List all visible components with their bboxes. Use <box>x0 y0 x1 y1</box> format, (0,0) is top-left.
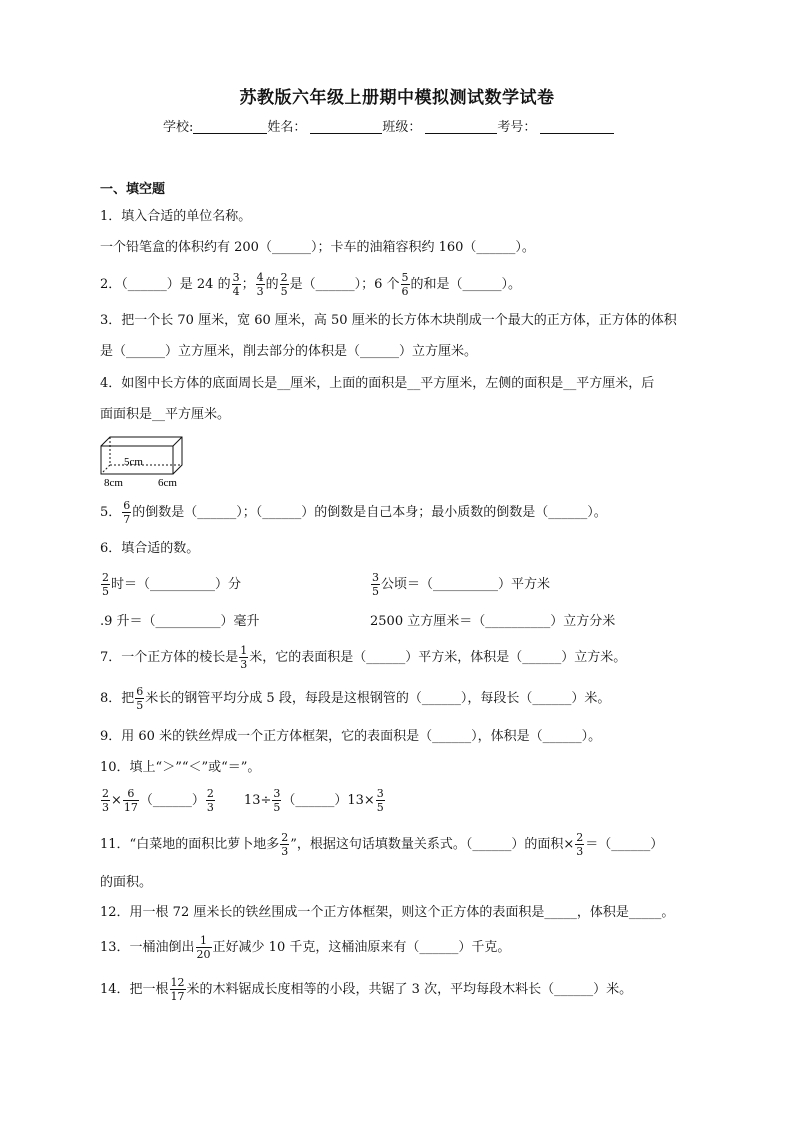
exam-no-label: 考号： <box>497 120 537 135</box>
fraction <box>196 935 212 960</box>
numerator: 6 <box>127 787 135 800</box>
q6-item-a1 <box>100 572 241 597</box>
name-blank[interactable] <box>310 121 382 134</box>
q7-part: 米，它的表面积是（______）平方米，体积是（______）立方米。 <box>249 650 627 665</box>
denominator: 20 <box>196 948 211 961</box>
q2-part: 的 <box>265 277 279 292</box>
class-label: 班级： <box>382 120 422 135</box>
numerator: 2 <box>280 271 288 284</box>
q11 <box>100 832 663 857</box>
width-label: 6cm <box>158 477 177 488</box>
fraction <box>232 272 241 297</box>
fraction <box>122 500 131 525</box>
school-blank[interactable] <box>193 121 267 134</box>
fraction <box>371 572 380 597</box>
q2-part: ； <box>241 277 255 292</box>
numerator: 2 <box>206 787 214 800</box>
q6-item-b1: .9 升＝（__________）毫升 <box>100 614 260 629</box>
denominator: 5 <box>280 285 288 298</box>
class-blank[interactable] <box>425 121 497 134</box>
q2-part: 是（______）；6 个 <box>289 277 400 292</box>
denominator: 3 <box>206 801 214 814</box>
fraction <box>239 645 248 670</box>
q6-text: 6．填合适的数。 <box>100 541 200 556</box>
q10-text: 10．填上“＞”“＜”或“＝”。 <box>100 760 261 775</box>
numerator: 3 <box>376 787 384 800</box>
q1-text: 1．填入合适的单位名称。 <box>100 209 252 224</box>
q2-part: 的和是（______）。 <box>410 277 522 292</box>
q7 <box>100 645 626 670</box>
exam-header <box>163 121 614 134</box>
denominator: 17 <box>170 990 185 1003</box>
q8 <box>100 686 610 711</box>
numerator: 2 <box>102 571 109 584</box>
numerator: 2 <box>576 831 584 844</box>
denominator: 4 <box>232 285 240 298</box>
numerator: 2 <box>281 831 289 844</box>
fraction <box>123 788 139 813</box>
denominator: 6 <box>401 285 409 298</box>
denominator: 3 <box>281 845 289 858</box>
numerator: 3 <box>372 571 379 584</box>
denominator: 5 <box>372 585 379 598</box>
q6-part: 时＝（__________）分 <box>111 577 242 592</box>
q11-line2: 的面积。 <box>100 875 153 890</box>
q5-part: 5． <box>100 505 122 520</box>
q8-part: 8．把 <box>100 691 135 706</box>
numerator: 12 <box>170 976 185 989</box>
q1-line: 一个铅笔盒的体积约有 200（______）；卡车的油箱容积约 160（______）。 <box>100 240 535 255</box>
q4-line1: 4．如图中长方体的底面周长是__厘米，上面的面积是__平方厘米，左侧的面积是__平方厘米，后 <box>100 376 655 391</box>
numerator: 1 <box>200 934 208 947</box>
numerator: 3 <box>273 787 281 800</box>
fraction <box>280 832 289 857</box>
q12-text: 12．用一根 72 厘米长的铁丝围成一个正方体框架，则这个正方体的表面积是_____，体积是_____。 <box>100 905 675 920</box>
q6-part: 公顷＝（__________）平方米 <box>381 577 551 592</box>
cuboid-figure <box>96 434 206 488</box>
q3-line1: 3．把一个长 70 厘米，宽 60 厘米，高 50 厘米的长方体木块削成一个最大的正方体，正方体的体积 <box>100 313 677 328</box>
q11-part: ”，根据这句话填数量关系式。（______）的面积× <box>290 837 575 852</box>
fraction <box>376 788 385 813</box>
numerator: 6 <box>136 685 144 698</box>
numerator: 2 <box>102 787 109 800</box>
fraction <box>575 832 584 857</box>
denominator: 5 <box>102 585 109 598</box>
q6-item-a2 <box>370 572 550 597</box>
q13-part: 13．一桶油倒出 <box>100 940 195 955</box>
denominator: 5 <box>376 801 384 814</box>
q11-part: ＝（______） <box>585 837 664 852</box>
q10-exprs <box>100 788 386 813</box>
q13-part: 正好减少 10 千克，这桶油原来有（______）千克。 <box>212 940 511 955</box>
fraction <box>280 272 289 297</box>
q4-line2: 面面积是__平方厘米。 <box>100 407 231 422</box>
numerator: 6 <box>123 499 131 512</box>
denominator: 7 <box>123 513 131 526</box>
section-heading: 一、填空题 <box>100 182 166 197</box>
compare-blank[interactable]: （______）13× <box>282 793 375 808</box>
exam-no-blank[interactable] <box>540 121 614 134</box>
height-label: 5cm <box>124 456 143 468</box>
length-label: 8cm <box>104 477 123 488</box>
q5-part: 的倒数是（______）；（______）的倒数是自己本身；最小质数的倒数是（______）。 <box>132 505 607 520</box>
fraction <box>101 788 110 813</box>
q2 <box>100 272 521 297</box>
numerator: 1 <box>240 644 248 657</box>
q14-part: 米的木料锯成长度相等的小段，共锯了 3 次，平均每段木料长（______）米。 <box>186 982 633 997</box>
fraction <box>101 572 110 597</box>
denominator: 3 <box>240 658 248 671</box>
denominator: 17 <box>123 801 138 814</box>
school-label: 学校: <box>163 120 194 135</box>
q14 <box>100 977 632 1002</box>
compare-blank[interactable]: （______） <box>139 793 205 808</box>
fraction <box>401 272 410 297</box>
q9-text: 9．用 60 米的铁丝焊成一个正方体框架，它的表面积是（______），体积是（______）。 <box>100 729 602 744</box>
q2-part: 2．（______）是 24 的 <box>100 277 231 292</box>
denominator: 3 <box>576 845 584 858</box>
q5 <box>100 500 607 525</box>
numerator: 5 <box>401 271 409 284</box>
q3-line2: 是（______）立方厘米，削去部分的体积是（______）立方厘米。 <box>100 344 478 359</box>
q14-part: 14．把一根 <box>100 982 169 997</box>
fraction <box>170 977 186 1002</box>
q6-item-b2: 2500 立方厘米＝（__________）立方分米 <box>370 614 616 629</box>
expr-part: 13÷ <box>243 793 272 808</box>
numerator: 3 <box>232 271 240 284</box>
denominator: 3 <box>102 801 109 814</box>
fraction <box>256 272 265 297</box>
q8-part: 米长的钢管平均分成 5 段，每段是这根钢管的（______），每段长（______）米。 <box>145 691 611 706</box>
q11-part: 11．“白菜地的面积比萝卜地多 <box>100 837 280 852</box>
times-sign: × <box>111 793 122 808</box>
numerator: 4 <box>256 271 264 284</box>
fraction <box>272 788 281 813</box>
q13 <box>100 935 510 960</box>
denominator: 5 <box>136 699 144 712</box>
fraction <box>206 788 215 813</box>
q7-part: 7．一个正方体的棱长是 <box>100 650 239 665</box>
denominator: 3 <box>256 285 264 298</box>
fraction <box>135 686 144 711</box>
page-title: 苏教版六年级上册期中模拟测试数学试卷 <box>239 88 555 108</box>
name-label: 姓名： <box>267 120 307 135</box>
denominator: 5 <box>273 801 281 814</box>
